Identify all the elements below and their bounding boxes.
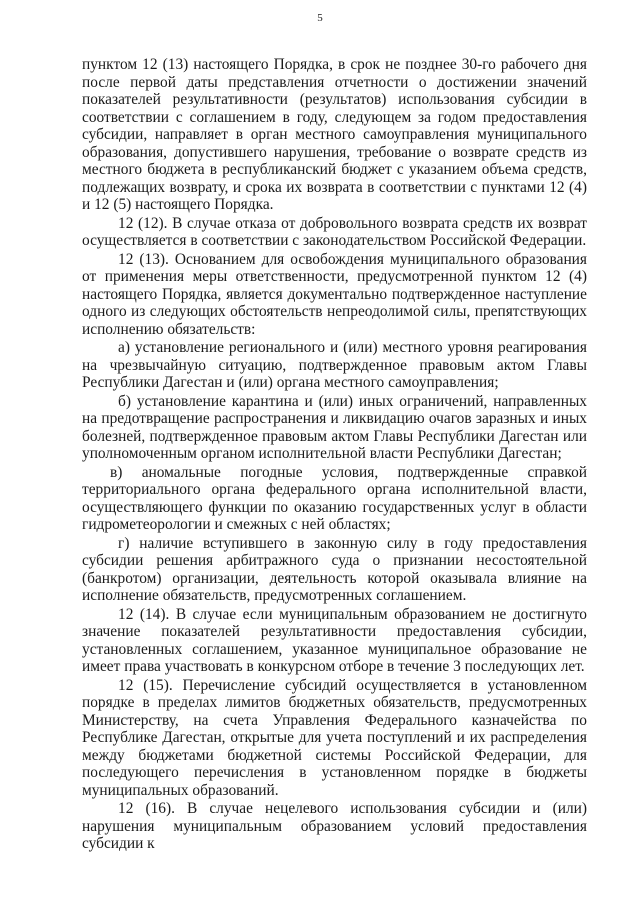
paragraph-continuation: пунктом 12 (13) настоящего Порядка, в срок не позднее 30-го рабочего дня после первой даты представления отчетности о достижении значений показателей результативности (результатов) использования субсидии в соответствии с соглашением в году, следующем за годом предоставления субсидии, направляет в орган местного самоуправления муниципального образования, допустившего нарушения, требование о возврате средств из местного бюджета в республиканский бюджет с указанием объема средств, подлежащих возврату, и срока их возврата в соответствии с пунктами 12 (4) и 12 (5) настоящего Порядка. — [82, 56, 587, 213]
paragraph-12-16: 12 (16). В случае нецелевого использования субсидии и (или) нарушения муниципальным образованием условий предоставления субсидии к — [82, 800, 587, 852]
page-number: 5 — [317, 12, 323, 24]
document-body — [82, 56, 587, 854]
list-item-b: б) установление карантина и (или) иных ограничений, направленных на предотвращение распространения и ликвидацию очагов заразных и иных болезней, подтвержденное правовым актом Главы Республики Дагестан или уполномоченным органом исполнительной власти Республики Дагестан; — [82, 392, 587, 462]
paragraph-12-13: 12 (13). Основанием для освобождения муниципального образования от применения меры ответственности, предусмотренной пунктом 12 (4) настоящего Порядка, является документально подтвержденное наступление одного из следующих обстоятельств непреодолимой силы, препятствующих исполнению обязательств: — [82, 250, 587, 338]
list-item-a: а) установление регионального и (или) местного уровня реагирования на чрезвычайную ситуацию, подтвержденное правовым актом Главы Республики Дагестан и (или) органа местного самоуправления; — [82, 339, 587, 391]
paragraph-12-15: 12 (15). Перечисление субсидий осуществляется в установленном порядке в пределах лимитов бюджетных обязательств, предусмотренных Министерству, на счета Управления Федерального казначейства по Республике Дагестан, открытые для учета поступлений и их распределения между бюджетами бюджетной системы Российской Федерации, для последующего перечисления в установленном порядке в бюджеты муниципальных образований. — [82, 676, 587, 799]
list-item-v: в) аномальные погодные условия, подтвержденные справкой территориального органа федерального органа исполнительной власти, осуществляющего функции по оказанию государственных услуг в области гидрометеорологии и смежных с ней областях; — [82, 463, 587, 533]
paragraph-12-14: 12 (14). В случае если муниципальным образованием не достигнуто значение показателей результативности предоставления субсидии, установленных соглашением, указанное муниципальное образование не имеет права участвовать в конкурсном отборе в течение 3 последующих лет. — [82, 605, 587, 675]
list-item-g: г) наличие вступившего в законную силу в году предоставления субсидии решения арбитражного суда о признании несостоятельной (банкротом) организации, деятельность которой оказывала влияние на исполнение обязательств, предусмотренных соглашением. — [82, 534, 587, 604]
paragraph-12-12: 12 (12). В случае отказа от добровольного возврата средств их возврат осуществляется в соответствии с законодательством Российской Федерации. — [82, 214, 587, 249]
